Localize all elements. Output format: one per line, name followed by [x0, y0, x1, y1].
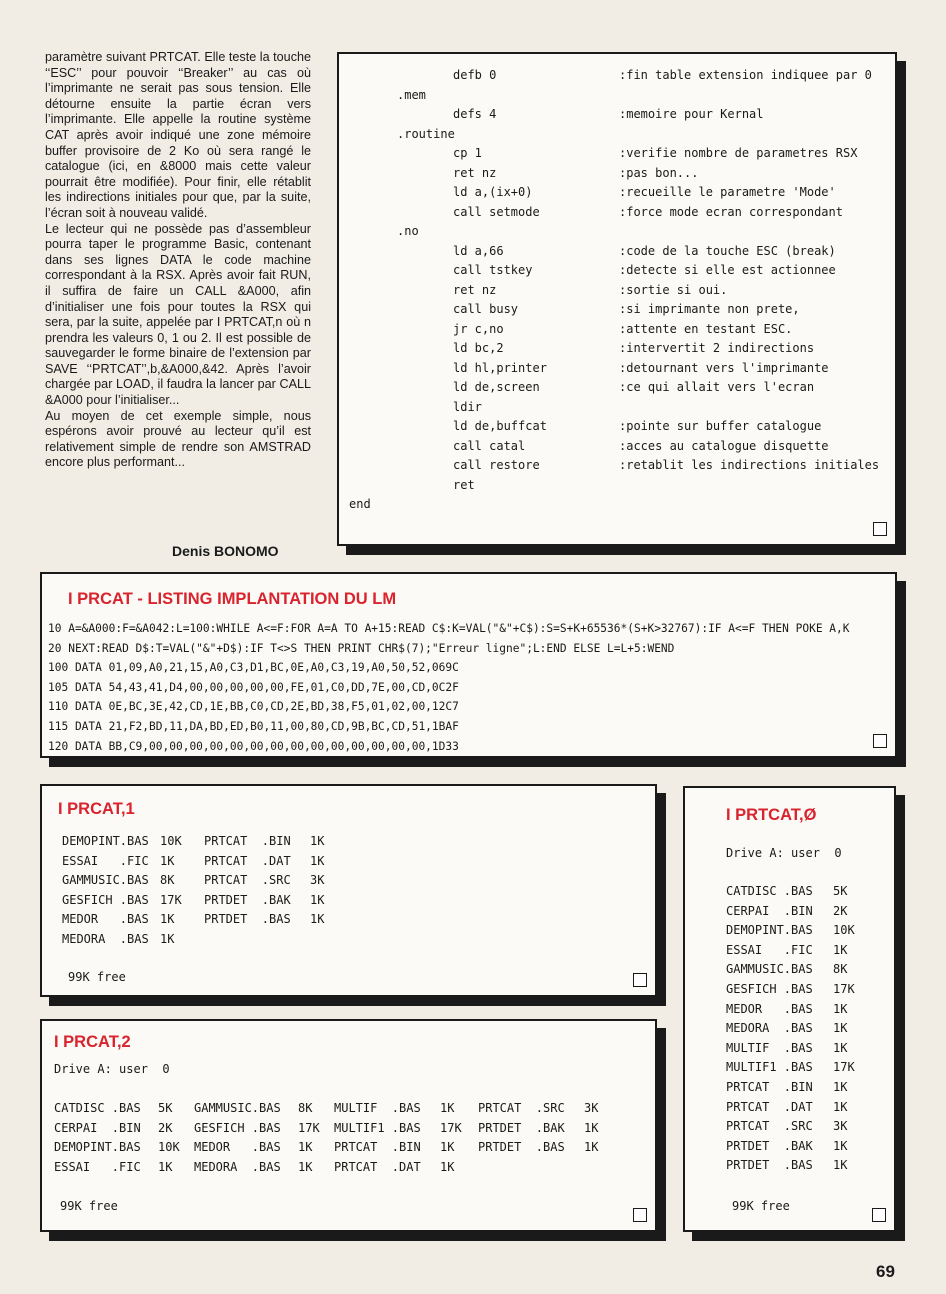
- file-size: 1K: [833, 1001, 848, 1016]
- file-size: 1K: [440, 1159, 455, 1174]
- asm-comment: :code de la touche ESC (break): [619, 243, 836, 258]
- file-size: 1K: [298, 1140, 313, 1155]
- asm-instruction: ld hl,printer: [453, 360, 547, 375]
- file-name: MEDOR .BAS: [62, 912, 149, 927]
- asm-listing-box: [337, 52, 897, 546]
- asm-label: end: [349, 497, 371, 511]
- file-size: 1K: [310, 892, 325, 907]
- file-name: CATDISC .BAS: [54, 1101, 141, 1115]
- asm-comment: :intervertit 2 indirections: [619, 341, 815, 355]
- file-name: ESSAI .FIC: [54, 1159, 141, 1174]
- file-size: 2K: [833, 903, 848, 918]
- asm-comment: :force mode ecran correspondant: [619, 204, 843, 219]
- article-text: [45, 50, 311, 471]
- file-size: 17K: [298, 1120, 320, 1135]
- file-size: 1K: [833, 1099, 848, 1114]
- file-size: 1K: [310, 912, 325, 927]
- end-square-icon: [873, 522, 887, 536]
- asm-instruction: ld a,66: [453, 243, 504, 258]
- file-size: 1K: [833, 1021, 848, 1036]
- file-name: MULTIF1 .BAS: [726, 1060, 813, 1075]
- prcat2-box: [40, 1019, 657, 1232]
- file-name: GESFICH .BAS: [726, 982, 813, 996]
- prtcat0-free: 99K free: [732, 1199, 790, 1213]
- listing-line: 10 A=&A000:F=&A042:L=100:WHILE A<=F:FOR A=A TO A+15:READ C$:K=VAL("&"+C$):S=S+K+65536*(S+K>32767):IF A<=F THEN POKE A,K: [48, 622, 850, 635]
- file-size: 17K: [440, 1120, 462, 1135]
- listing-line: 20 NEXT:READ D$:T=VAL("&"+D$):IF T<>S THEN PRINT CHR$(7);"Erreur ligne";L:END ELSE L=L+5:WEND: [48, 641, 675, 655]
- asm-comment: :verifie nombre de parametres RSX: [619, 146, 858, 160]
- file-name: PRTCAT .BIN: [726, 1080, 813, 1094]
- file-name: MEDOR .BAS: [194, 1140, 281, 1155]
- prtcat0-title: I PRTCAT,Ø: [726, 806, 817, 824]
- file-size: 1K: [158, 1159, 173, 1174]
- file-name: CERPAI .BIN: [726, 903, 813, 918]
- file-name: PRTDET .BAK: [478, 1120, 565, 1135]
- asm-comment: :fin table extension indiquee par 0: [619, 68, 872, 82]
- file-name: PRTDET .BAK: [726, 1138, 813, 1153]
- file-name: PRTDET .BAS: [478, 1140, 565, 1155]
- asm-instruction: ret: [453, 477, 475, 492]
- file-size: 1K: [833, 1138, 848, 1153]
- file-size: 1K: [584, 1140, 599, 1155]
- file-size: 1K: [298, 1159, 313, 1174]
- file-size: 1K: [310, 853, 325, 868]
- file-size: 1K: [310, 834, 325, 848]
- asm-instruction: call setmode: [453, 204, 540, 219]
- file-name: DEMOPINT.BAS: [62, 834, 149, 848]
- prtcat0-box: [683, 786, 896, 1232]
- asm-instruction: ret nz: [453, 165, 497, 180]
- asm-instruction: ldir: [453, 399, 482, 414]
- file-name: PRTDET .BAS: [204, 912, 291, 927]
- file-size: 1K: [833, 1158, 848, 1173]
- listing-line: 110 DATA 0E,BC,3E,42,CD,1E,BB,C0,CD,2E,BD,38,F5,01,02,00,12C7: [48, 700, 459, 714]
- file-name: PRTCAT .DAT: [204, 853, 291, 868]
- article-paragraph: paramètre suivant PRTCAT. Elle teste la touche ‘‘ESC’’ pour pouvoir ‘‘Breaker’’ au cas où l’imprimante ne serait pas sous tension. Elle détourne ensuite la partie écran vers l’imprimante. Elle appelle la routine système CAT après avoir indiqué une zone mémoire buffer provisoire de 2 Ko où sera rangé le catalogue (ici, en &8000 mais cette valeur pourrait être modifiée). Pour finir, elle rétablit les indirections initiales pour que, par la suite, l’écran soit à nouveau validé.: [45, 50, 311, 220]
- asm-label: .no: [397, 224, 419, 238]
- asm-comment: :pas bon...: [619, 165, 699, 180]
- file-size: 8K: [160, 873, 175, 888]
- asm-comment: :memoire pour Kernal: [619, 107, 764, 121]
- asm-instruction: ld a,(ix+0): [453, 185, 533, 199]
- asm-comment: :recueille le parametre 'Mode': [619, 185, 836, 199]
- file-name: PRTCAT .DAT: [334, 1159, 421, 1174]
- asm-instruction: defb 0: [453, 68, 497, 82]
- asm-comment: :pointe sur buffer catalogue: [619, 419, 822, 433]
- end-square-icon: [633, 973, 647, 987]
- file-size: 8K: [833, 962, 848, 977]
- end-square-icon: [873, 734, 887, 748]
- file-name: CATDISC .BAS: [726, 884, 813, 898]
- file-name: GAMMUSIC.BAS: [62, 873, 149, 888]
- file-size: 1K: [584, 1120, 599, 1135]
- prcat2-drive: Drive A: user 0: [54, 1062, 170, 1076]
- asm-instruction: ld de,buffcat: [453, 419, 547, 433]
- file-size: 1K: [440, 1140, 455, 1155]
- asm-comment: :retablit les indirections initiales: [619, 458, 880, 472]
- file-size: 3K: [833, 1119, 848, 1134]
- asm-comment: :ce qui allait vers l'ecran: [619, 380, 815, 394]
- asm-instruction: defs 4: [453, 107, 497, 121]
- asm-instruction: call catal: [453, 438, 526, 453]
- file-size: 1K: [160, 912, 175, 927]
- listing-line: 100 DATA 01,09,A0,21,15,A0,C3,D1,BC,0E,A0,C3,19,A0,50,52,069C: [48, 661, 459, 675]
- end-square-icon: [633, 1208, 647, 1222]
- file-size: 10K: [160, 834, 182, 848]
- asm-comment: :attente en testant ESC.: [619, 321, 793, 336]
- file-name: MEDORA .BAS: [726, 1021, 813, 1036]
- asm-label: .mem: [397, 87, 426, 102]
- file-size: 1K: [833, 1080, 848, 1094]
- asm-instruction: jr c,no: [453, 321, 504, 336]
- file-name: GESFICH .BAS: [62, 892, 149, 907]
- file-size: 3K: [310, 873, 325, 888]
- file-size: 17K: [833, 982, 855, 996]
- file-name: MULTIF .BAS: [334, 1101, 421, 1115]
- file-name: PRTCAT .SRC: [204, 873, 291, 888]
- file-name: MULTIF .BAS: [726, 1040, 813, 1055]
- end-square-icon: [872, 1208, 886, 1222]
- file-size: 1K: [160, 932, 175, 946]
- prcat1-box: [40, 784, 657, 997]
- file-name: ESSAI .FIC: [726, 942, 813, 957]
- file-name: MEDOR .BAS: [726, 1001, 813, 1016]
- file-name: PRTCAT .SRC: [726, 1119, 813, 1134]
- listing-title: I PRCAT - LISTING IMPLANTATION DU LM: [68, 590, 397, 608]
- listing-line: 105 DATA 54,43,41,D4,00,00,00,00,00,FE,01,C0,DD,7E,00,CD,0C2F: [48, 680, 459, 694]
- asm-comment: :detournant vers l'imprimante: [619, 360, 829, 375]
- file-size: 2K: [158, 1120, 173, 1135]
- file-name: PRTCAT .BIN: [204, 834, 291, 848]
- file-name: GAMMUSIC.BAS: [194, 1101, 281, 1115]
- file-size: 5K: [833, 884, 848, 898]
- file-size: 1K: [833, 1040, 848, 1055]
- asm-comment: :detecte si elle est actionnee: [619, 263, 836, 277]
- file-name: ESSAI .FIC: [62, 853, 149, 868]
- file-size: 17K: [160, 892, 182, 907]
- file-name: DEMOPINT.BAS: [54, 1140, 141, 1155]
- file-size: 3K: [584, 1101, 599, 1115]
- asm-comment: :sortie si oui.: [619, 282, 728, 297]
- file-size: 1K: [440, 1101, 455, 1115]
- asm-instruction: call tstkey: [453, 263, 533, 277]
- file-name: GAMMUSIC.BAS: [726, 962, 813, 977]
- listing-line: 115 DATA 21,F2,BD,11,DA,BD,ED,B0,11,00,80,CD,9B,BC,CD,51,1BAF: [48, 720, 459, 733]
- file-size: 10K: [833, 923, 855, 938]
- file-size: 5K: [158, 1101, 173, 1115]
- file-name: CERPAI .BIN: [54, 1120, 141, 1135]
- file-size: 10K: [158, 1140, 180, 1155]
- prcat2-free: 99K free: [60, 1199, 118, 1213]
- file-name: PRTDET .BAS: [726, 1158, 813, 1173]
- page-number: 69: [876, 1262, 895, 1281]
- article-paragraph: Au moyen de cet exemple simple, nous espérons avoir prouvé au lecteur qu’il est relativement simple de rendre son AMSTRAD encore plus performant...: [45, 408, 311, 470]
- file-name: PRTCAT .SRC: [478, 1101, 565, 1115]
- asm-comment: :si imprimante non prete,: [619, 302, 800, 316]
- file-name: PRTDET .BAK: [204, 892, 291, 907]
- prcat1-title: I PRCAT,1: [58, 800, 135, 818]
- file-name: DEMOPINT.BAS: [726, 923, 813, 938]
- asm-instruction: ret nz: [453, 282, 497, 297]
- basic-listing-box: [40, 572, 897, 758]
- file-name: MEDORA .BAS: [194, 1159, 281, 1174]
- prcat2-title: I PRCAT,2: [54, 1033, 131, 1051]
- file-name: PRTCAT .DAT: [726, 1099, 813, 1114]
- asm-comment: :acces au catalogue disquette: [619, 438, 829, 453]
- file-size: 1K: [160, 853, 175, 868]
- asm-instruction: ld de,screen: [453, 380, 540, 394]
- asm-instruction: ld bc,2: [453, 341, 504, 355]
- author-name: Denis BONOMO: [172, 543, 279, 559]
- prtcat0-drive: Drive A: user 0: [726, 846, 842, 860]
- file-size: 1K: [833, 942, 848, 957]
- prcat1-free: 99K free: [68, 970, 126, 984]
- file-name: PRTCAT .BIN: [334, 1140, 421, 1155]
- listing-line: 120 DATA BB,C9,00,00,00,00,00,00,00,00,00,00,00,00,00,00,1D33: [48, 739, 459, 753]
- file-name: MEDORA .BAS: [62, 932, 149, 946]
- asm-instruction: cp 1: [453, 146, 482, 160]
- asm-instruction: call restore: [453, 458, 540, 472]
- asm-instruction: call busy: [453, 302, 519, 316]
- file-name: GESFICH .BAS: [194, 1120, 281, 1135]
- file-name: MULTIF1 .BAS: [334, 1120, 421, 1135]
- asm-label: .routine: [397, 126, 455, 141]
- file-size: 8K: [298, 1101, 313, 1115]
- article-paragraph: Le lecteur qui ne possède pas d’assembleur pourra taper le programme Basic, contenant dans ses lignes DATA le code machine correspondant à la RSX. Après avoir fait RUN, il suffira de faire un CALL &A000, afin d’initialiser une fois pour toutes la RSX qui sera, par la suite, appelée par I PRTCAT,n où n prendra les valeurs 0, 1 ou 2. Il est possible de sauvegarder le forme binaire de l’extension par SAVE ‘‘PRTCAT’’,b,&A000,&42. Après l’avoir chargée par LOAD, il faudra la lancer par CALL &A000 pour l’initialiser...: [45, 221, 311, 408]
- file-size: 17K: [833, 1060, 855, 1075]
